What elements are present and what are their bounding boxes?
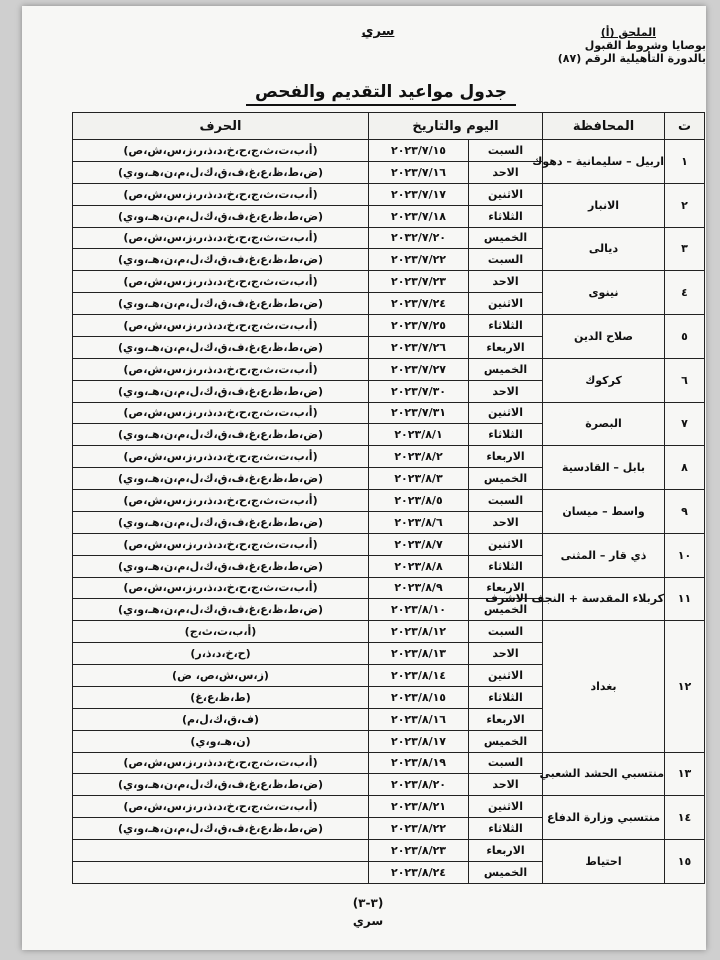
governorate-cell: ذي قار – المثنى [543,533,665,577]
row-number: ١٥ [665,840,705,884]
date-cell: ٢٠٢٣/٨/٩ [369,577,469,599]
letters-cell: (ح،خ،د،ذ،ر) [73,643,369,665]
letters-cell: (ض،ط،ظ،ع،غ،ف،ق،ك،ل،م،ن،هـ،و،ي) [73,205,369,227]
letters-cell: (أ،ب،ت،ث،ج،ح،خ،د،ذ،ر،ز،س،ش،ص) [73,315,369,337]
annex-block [486,26,706,65]
letters-cell [73,861,369,883]
row-number: ٥ [665,315,705,359]
day-cell: الاثنين [469,293,543,315]
letters-cell: (ض،ط،ظ،ع،غ،ف،ق،ك،ل،م،ن،هـ،و،ي) [73,468,369,490]
date-cell: ٢٠٢٣/٨/١٩ [369,752,469,774]
letters-cell: (ض،ط،ظ،ع،غ،ف،ق،ك،ل،م،ن،هـ،و،ي) [73,380,369,402]
date-cell: ٢٠٢٣/٨/١٦ [369,708,469,730]
date-cell: ٢٠٢٣/٨/٣ [369,468,469,490]
governorate-cell: كركوك [543,358,665,402]
day-cell: الاربعاء [469,446,543,468]
day-cell: الاربعاء [469,708,543,730]
date-cell: ٢٠٢٣/٧/٢٦ [369,336,469,358]
date-cell: ٢٠٢٣/٨/١٥ [369,686,469,708]
letters-cell: (أ،ب،ت،ث،ج،ح،خ،د،ذ،ر،ز،س،ش،ص) [73,227,369,249]
day-cell: السبت [469,621,543,643]
annex-title: الملحق (أ) [600,26,656,39]
date-cell: ٢٠٢٣/٨/٢٠ [369,774,469,796]
day-cell: الخميس [469,358,543,380]
day-cell: الخميس [469,599,543,621]
governorate-cell: البصرة [543,402,665,446]
row-number: ١٢ [665,621,705,752]
row-number: ١١ [665,577,705,621]
day-cell: الاحد [469,271,543,293]
letters-cell: (أ،ب،ت،ث،ج،ح،خ،د،ذ،ر،ز،س،ش،ص) [73,140,369,162]
letters-cell: (ض،ط،ظ،ع،غ،ف،ق،ك،ل،م،ن،هـ،و،ي) [73,774,369,796]
letters-cell: (أ،ب،ت،ث،ج،ح،خ،د،ذ،ر،ز،س،ش،ص) [73,533,369,555]
day-cell: الاحد [469,161,543,183]
day-cell: الخميس [469,861,543,883]
row-number: ٨ [665,446,705,490]
date-cell: ٢٠٢٣/٧/٢٢ [369,249,469,271]
table-row [73,140,705,162]
date-cell: ٢٠٢٣/٧/٣٠ [369,380,469,402]
day-cell: الاحد [469,643,543,665]
date-cell: ٢٠٢٣/٧/١٥ [369,140,469,162]
letters-cell: (ض،ط،ظ،ع،غ،ف،ق،ك،ل،م،ن،هـ،و،ي) [73,599,369,621]
date-cell: ٢٠٢٣/٨/١٧ [369,730,469,752]
row-number: ١٤ [665,796,705,840]
governorate-cell: بابل – القادسية [543,446,665,490]
day-cell: الاثنين [469,533,543,555]
letters-cell: (ط،ظ،ع،غ) [73,686,369,708]
date-cell: ٢٠٢٣/٨/٢٣ [369,840,469,862]
header-num: ت [665,113,705,140]
date-cell: ٢٠٣٢/٧/٢٠ [369,227,469,249]
letters-cell: (ض،ط،ظ،ع،غ،ف،ق،ك،ل،م،ن،هـ،و،ي) [73,555,369,577]
date-cell: ٢٠٢٣/٧/١٧ [369,183,469,205]
letters-cell: (ض،ط،ظ،ع،غ،ف،ق،ك،ل،م،ن،هـ،و،ي) [73,293,369,315]
date-cell: ٢٠٢٣/٨/١٤ [369,665,469,687]
day-cell: السبت [469,140,543,162]
day-cell: الاثنين [469,665,543,687]
day-cell: الثلاثاء [469,205,543,227]
letters-cell: (أ،ب،ت،ث،ج،ح،خ،د،ذ،ر،ز،س،ش،ص) [73,183,369,205]
table-row [73,796,705,818]
day-cell: الاربعاء [469,840,543,862]
letters-cell: (أ،ب،ت،ث،ج،ح،خ،د،ذ،ر،ز،س،ش،ص) [73,446,369,468]
date-cell: ٢٠٢٣/٧/٢٤ [369,293,469,315]
header-letters: الحرف [73,113,369,140]
governorate-cell: احتياط [543,840,665,884]
letters-cell: (ض،ط،ظ،ع،غ،ف،ق،ك،ل،م،ن،هـ،و،ي) [73,511,369,533]
letters-cell: (أ،ب،ت،ث،ج) [73,621,369,643]
letters-cell: (ض،ط،ظ،ع،غ،ف،ق،ك،ل،م،ن،هـ،و،ي) [73,818,369,840]
date-cell: ٢٠٢٣/٧/٣١ [369,402,469,424]
letters-cell: (أ،ب،ت،ث،ج،ح،خ،د،ذ،ر،ز،س،ش،ص) [73,402,369,424]
date-cell: ٢٠٢٣/٧/١٨ [369,205,469,227]
date-cell: ٢٠٢٣/٨/١٠ [369,599,469,621]
letters-cell: (ف،ق،ك،ل،م) [73,708,369,730]
date-cell: ٢٠٢٣/٧/١٦ [369,161,469,183]
table-row [73,577,705,599]
row-number: ٧ [665,402,705,446]
row-number: ٢ [665,183,705,227]
table-row [73,490,705,512]
table-row [73,358,705,380]
day-cell: الاثنين [469,796,543,818]
day-cell: الثلاثاء [469,818,543,840]
day-cell: الاحد [469,774,543,796]
letters-cell: (أ،ب،ت،ث،ج،ح،خ،د،ذ،ر،ز،س،ش،ص) [73,358,369,380]
row-number: ٦ [665,358,705,402]
governorate-cell: واسط – ميسان [543,490,665,534]
day-cell: الخميس [469,730,543,752]
day-cell: الاثنين [469,183,543,205]
letters-cell: (أ،ب،ت،ث،ج،ح،خ،د،ذ،ر،ز،س،ش،ص) [73,796,369,818]
annex-line-1: بوصايا وشروط القبول [584,39,706,52]
date-cell: ٢٠٢٣/٨/١ [369,424,469,446]
letters-cell: (أ،ب،ت،ث،ج،ح،خ،د،ذ،ر،ز،س،ش،ص) [73,752,369,774]
day-cell: الثلاثاء [469,555,543,577]
row-number: ١٠ [665,533,705,577]
page-number: (٣-٣) [352,896,384,910]
day-cell: الخميس [469,468,543,490]
date-cell: ٢٠٢٣/٧/٢٧ [369,358,469,380]
row-number: ١ [665,140,705,184]
letters-cell [73,840,369,862]
letters-cell: (أ،ب،ت،ث،ج،ح،خ،د،ذ،ر،ز،س،ش،ص) [73,577,369,599]
governorate-cell: الانبار [543,183,665,227]
letters-cell: (ض،ط،ظ،ع،غ،ف،ق،ك،ل،م،ن،هـ،و،ي) [73,336,369,358]
date-cell: ٢٠٢٣/٧/٢٥ [369,315,469,337]
table-row [73,402,705,424]
day-cell: الاربعاء [469,336,543,358]
day-cell: السبت [469,752,543,774]
row-number: ٩ [665,490,705,534]
day-cell: الاربعاء [469,577,543,599]
day-cell: الثلاثاء [469,686,543,708]
table-row [73,183,705,205]
letters-cell: (ز،س،ش،ص، ض) [73,665,369,687]
day-cell: السبت [469,490,543,512]
annex-line-2: بالدورة التأهيلية الرقم (٨٧) [557,52,706,65]
date-cell: ٢٠٢٣/٨/٥ [369,490,469,512]
table-row [73,621,705,643]
day-cell: السبت [469,249,543,271]
date-cell: ٢٠٢٣/٨/٨ [369,555,469,577]
governorate-cell: صلاح الدين [543,315,665,359]
governorate-cell: ديالى [543,227,665,271]
letters-cell: (أ،ب،ت،ث،ج،ح،خ،د،ذ،ر،ز،س،ش،ص) [73,271,369,293]
letters-cell: (ض،ط،ظ،ع،غ،ف،ق،ك،ل،م،ن،هـ،و،ي) [73,424,369,446]
governorate-cell: بغداد [543,621,665,752]
date-cell: ٢٠٢٣/٨/١٢ [369,621,469,643]
table-row [73,227,705,249]
table-row [73,446,705,468]
day-cell: الاثنين [469,402,543,424]
row-number: ٤ [665,271,705,315]
table-row [73,315,705,337]
day-cell: الثلاثاء [469,315,543,337]
table-body [73,140,705,884]
day-cell: الثلاثاء [469,424,543,446]
table-title: جدول مواعيد التقديم والفحص [246,82,516,106]
header-day-date: اليوم والتاريخ [369,113,543,140]
day-cell: الخميس [469,227,543,249]
date-cell: ٢٠٢٣/٨/٦ [369,511,469,533]
table-row [73,533,705,555]
governorate-cell: كربلاء المقدسة + النجف الاشرف [543,577,665,621]
row-number: ٣ [665,227,705,271]
date-cell: ٢٠٢٣/٧/٢٣ [369,271,469,293]
day-cell: الاحد [469,380,543,402]
table-header-row [73,113,705,140]
date-cell: ٢٠٢٣/٨/٢١ [369,796,469,818]
governorate-cell: نينوى [543,271,665,315]
classification-top: سري [361,24,395,39]
letters-cell: (ض،ط،ظ،ع،غ،ف،ق،ك،ل،م،ن،هـ،و،ي) [73,161,369,183]
document-page [68,10,708,940]
letters-cell: (ن،هـ،و،ي) [73,730,369,752]
letters-cell: (ض،ط،ظ،ع،غ،ف،ق،ك،ل،م،ن،هـ،و،ي) [73,249,369,271]
schedule-table [72,112,705,884]
governorate-cell: اربيل – سليمانية – دهوك [543,140,665,184]
date-cell: ٢٠٢٣/٨/٢ [369,446,469,468]
date-cell: ٢٠٢٣/٨/٢٢ [369,818,469,840]
table-row [73,840,705,862]
governorate-cell: منتسبي وزارة الدفاع [543,796,665,840]
header-governorate: المحافظة [543,113,665,140]
day-cell: الاحد [469,511,543,533]
letters-cell: (أ،ب،ت،ث،ج،ح،خ،د،ذ،ر،ز،س،ش،ص) [73,490,369,512]
governorate-cell: منتسبي الحشد الشعبي [543,752,665,796]
row-number: ١٣ [665,752,705,796]
date-cell: ٢٠٢٣/٨/٢٤ [369,861,469,883]
classification-bottom: سري [352,914,384,928]
date-cell: ٢٠٢٣/٨/١٣ [369,643,469,665]
table-row [73,271,705,293]
date-cell: ٢٠٢٣/٨/٧ [369,533,469,555]
table-row [73,752,705,774]
